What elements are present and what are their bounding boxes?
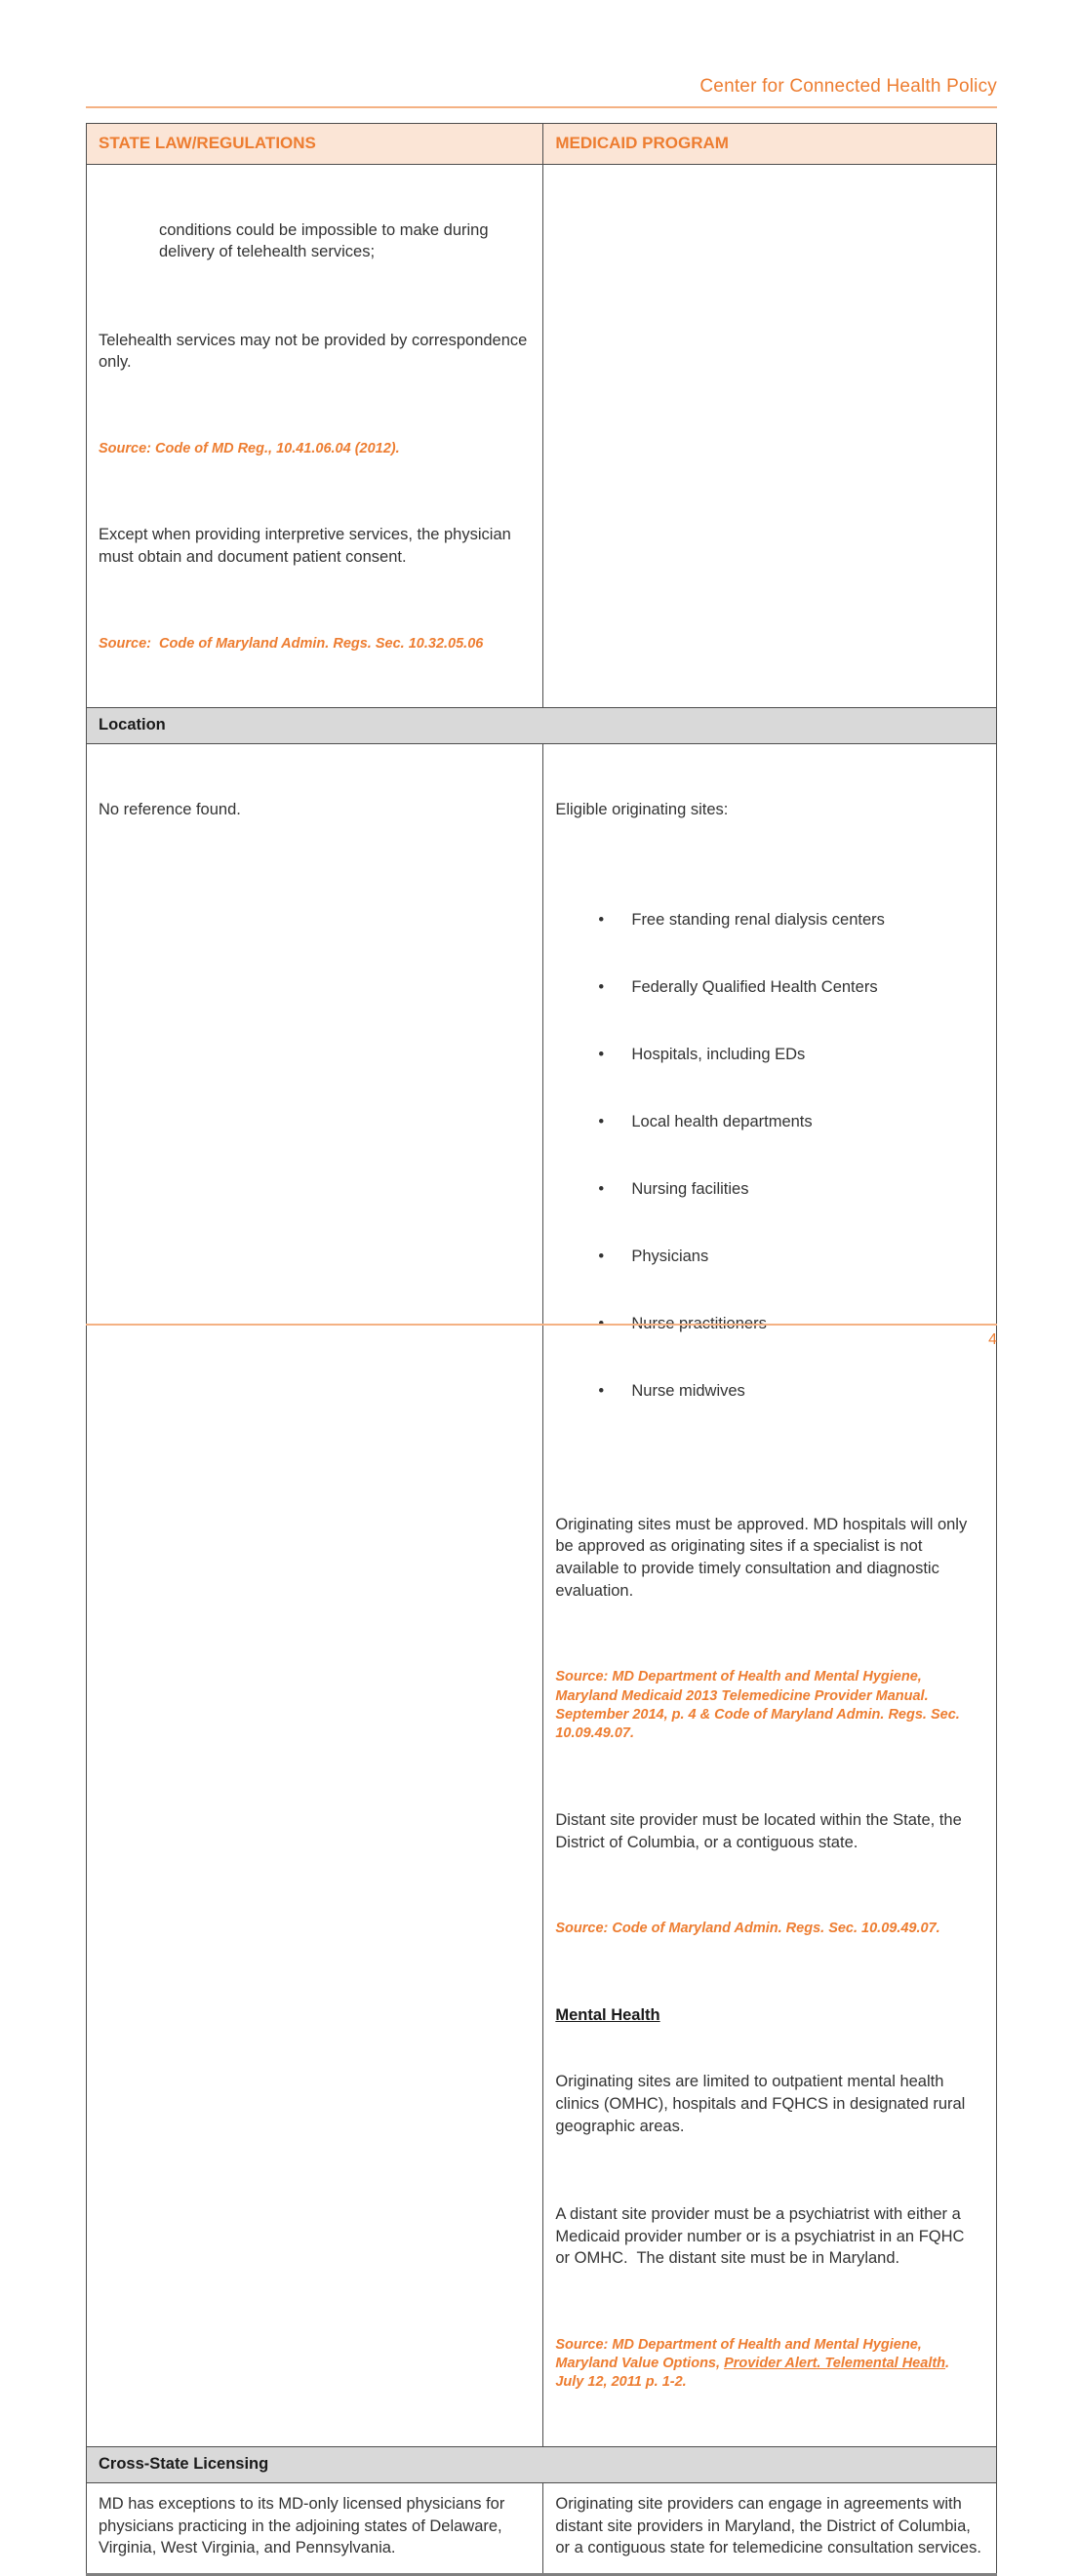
patient-consent-paragraph: Except when providing interpretive services, the physician must obtain and document patient consent. xyxy=(99,526,516,567)
list-item: • Free standing renal dialysis centers xyxy=(598,909,982,931)
source-citation: Source: Code of Maryland Admin. Regs. Sec. 10.09.49.07. xyxy=(555,1920,940,1936)
document-footer xyxy=(86,1324,997,1349)
state-law-location-cell xyxy=(87,744,543,2447)
carryover-paragraph: conditions could be impossible to make during delivery of telehealth services; xyxy=(159,220,494,261)
policy-comparison-table xyxy=(86,123,997,2576)
table-row-consent xyxy=(87,165,997,708)
mental-health-heading: Mental Health xyxy=(555,2005,660,2024)
originating-sites-intro: Eligible originating sites: xyxy=(555,800,729,818)
no-reference-paragraph: No reference found. xyxy=(99,800,241,818)
list-item: • Hospitals, including EDs xyxy=(598,1044,982,1066)
list-item: • Federally Qualified Health Centers xyxy=(598,976,982,999)
medicaid-location-cell xyxy=(543,744,997,2447)
section-row-location xyxy=(87,708,997,744)
list-item: • Local health departments xyxy=(598,1111,982,1133)
source-citation xyxy=(555,2336,982,2393)
list-item: • Nursing facilities xyxy=(598,1178,982,1201)
mental-health-sites-paragraph: Originating sites are limited to outpatient mental health clinics (OMHC), hospitals and FQHCS in designated rural geographic areas. xyxy=(555,2073,970,2135)
table-row-cross-state xyxy=(87,2482,997,2574)
col-header-state-law: STATE LAW/REGULATIONS xyxy=(87,124,543,165)
col-header-medicaid: MEDICAID PROGRAM xyxy=(543,124,997,165)
originating-sites-list xyxy=(598,865,982,1447)
telemental-health-link[interactable]: Provider Alert. Telemental Health xyxy=(724,2355,946,2371)
medicaid-cross-state-cell: Originating site providers can engage in agreements with distant site providers in Maryland, the District of Columbia, or a contiguous state for telemedicine consultation services. xyxy=(543,2482,997,2574)
table-header-row xyxy=(87,124,997,165)
source-citation: Source: Code of Maryland Admin. Regs. Sec. 10.32.05.06 xyxy=(99,635,484,652)
source-text: . July 12, 2011 p. 1-2. xyxy=(555,2355,958,2391)
list-item: • Physicians xyxy=(598,1246,982,1268)
page-number: 4 xyxy=(988,1331,997,1348)
state-law-consent-cell xyxy=(87,165,543,708)
document-header xyxy=(86,76,997,108)
section-title-cross-state: Cross-State Licensing xyxy=(87,2447,997,2483)
distant-site-paragraph: Distant site provider must be located within the State, the District of Columbia, or a contiguous state. xyxy=(555,1810,967,1851)
table-row-location xyxy=(87,744,997,2447)
list-item: • Nurse practitioners xyxy=(598,1313,982,1335)
section-title-location: Location xyxy=(87,708,997,744)
telehealth-correspondence-paragraph: Telehealth services may not be provided by correspondence only. xyxy=(99,331,532,372)
medicaid-consent-cell-empty xyxy=(543,165,997,708)
source-text: Source: MD Department of Health and Mental Hygiene, Maryland Value Options, xyxy=(555,2336,926,2371)
mental-health-provider-paragraph: A distant site provider must be a psychiatrist with either a Medicaid provider number or is a psychiatrist in an FQHC or OMHC. The distant site must be in Maryland. xyxy=(555,2204,970,2268)
list-item: • Nurse midwives xyxy=(598,1380,982,1403)
source-citation: Source: MD Department of Health and Mental Hygiene, Maryland Medicaid 2013 Telemedicine Provider Manual. September 2014, p. 4 & Code of Maryland Admin. Regs. Sec. 10.09.49.07. xyxy=(555,1669,964,1742)
sites-approval-paragraph: Originating sites must be approved. MD hospitals will only be approved as originating sites if a specialist is not available to provide timely consultation and diagnostic evaluation. xyxy=(555,1515,972,1600)
org-title: Center for Connected Health Policy xyxy=(699,76,997,97)
state-law-cross-state-cell: MD has exceptions to its MD-only licensed physicians for physicians practicing in the adjoining states of Delaware, Virginia, West Virginia, and Pennsylvania. xyxy=(87,2482,543,2574)
footer-divider xyxy=(86,1324,997,1326)
section-row-cross-state-licensing xyxy=(87,2447,997,2483)
source-citation: Source: Code of MD Reg., 10.41.06.04 (2012). xyxy=(99,440,400,456)
